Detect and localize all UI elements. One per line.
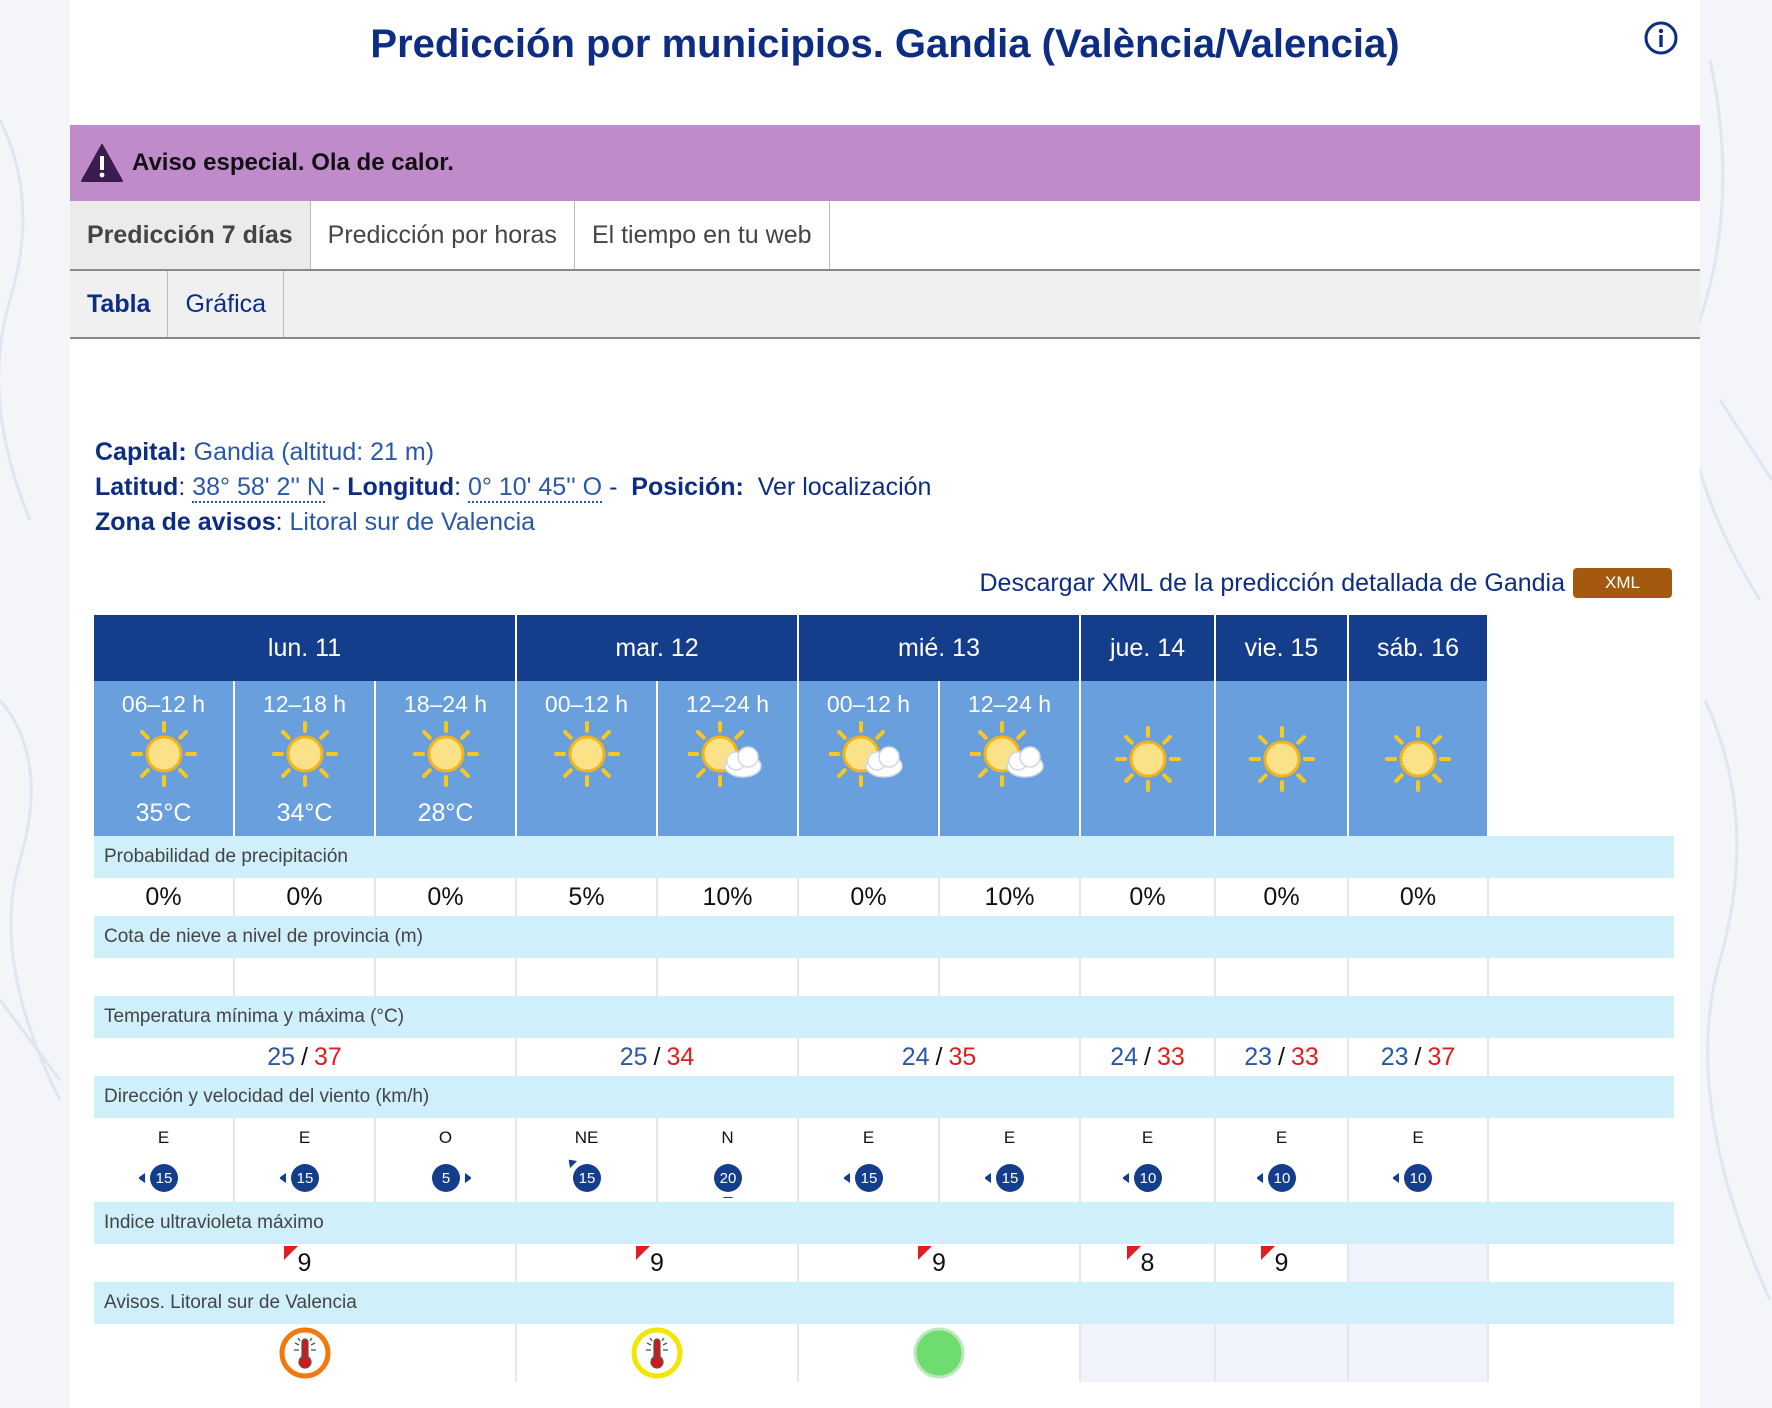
wind-speed: 15 xyxy=(296,1170,313,1187)
uv-value: 9 xyxy=(297,1248,312,1277)
period-cell xyxy=(1081,681,1216,836)
wind-label: Dirección y velocidad del viento (km/h) xyxy=(94,1076,1674,1118)
temp-max: 34 xyxy=(666,1042,695,1071)
period-cell xyxy=(658,681,799,836)
longitude-value: 0° 10' 45'' O xyxy=(468,473,603,501)
wind-speed: 10 xyxy=(1139,1170,1156,1187)
wind-arrow-icon xyxy=(562,1158,612,1198)
tab-weather-on-your-web[interactable]: El tiempo en tu web xyxy=(575,201,830,269)
day-header-2: mié. 13 xyxy=(799,615,1081,681)
temp-separator: / xyxy=(1278,1042,1285,1071)
precip-value: 10% xyxy=(658,878,799,916)
temp-label: Temperatura mínima y máxima (°C) xyxy=(94,996,1674,1038)
snow-value xyxy=(658,958,799,996)
wind-arrow-icon xyxy=(703,1158,753,1198)
period-hours: 12–24 h xyxy=(967,691,1052,717)
precip-value: 10% xyxy=(940,878,1081,916)
temp-min-max xyxy=(517,1038,799,1076)
precip-value: 0% xyxy=(235,878,376,916)
uv-row xyxy=(94,1244,1674,1282)
tab-chart[interactable]: Gráfica xyxy=(168,271,284,337)
wind-speed: 15 xyxy=(860,1170,877,1187)
location-info: Capital: Gandia (altitud: 21 m) Latitud: 38° 58' 2'' N - Longitud: 0° 10' 45'' O - Posición: Ver localización Zona de avisos: Litoral sur de Valencia xyxy=(95,438,932,536)
wind-row xyxy=(94,1118,1674,1202)
wind-direction: N xyxy=(721,1128,734,1147)
period-hours: 00–12 h xyxy=(826,691,911,717)
temp-separator: / xyxy=(653,1042,661,1071)
uv-label: Indice ultravioleta máximo xyxy=(94,1202,1674,1244)
temp-max: 37 xyxy=(313,1042,342,1071)
snow-value xyxy=(1081,958,1216,996)
precip-value: 0% xyxy=(1081,878,1216,916)
temp-min: 24 xyxy=(1110,1042,1139,1071)
tab-table[interactable]: Tabla xyxy=(70,271,168,337)
temp-min-max xyxy=(94,1038,517,1076)
view-location-link[interactable]: Ver localización xyxy=(757,473,932,501)
temp-min: 23 xyxy=(1380,1042,1409,1071)
wind-direction: E xyxy=(1275,1128,1288,1147)
sun-icon xyxy=(1108,726,1188,796)
latitude-label: Latitud xyxy=(95,473,179,501)
uv-cell xyxy=(1349,1244,1489,1282)
period-cell xyxy=(376,681,517,836)
warning-cell xyxy=(1216,1324,1349,1382)
snow-value xyxy=(376,958,517,996)
period-cell xyxy=(235,681,376,836)
latitude-value: 38° 58' 2'' N xyxy=(192,473,325,501)
xml-badge[interactable]: XML xyxy=(1573,568,1672,598)
main-tabs xyxy=(70,201,1700,271)
warnings-label: Avisos. Litoral sur de Valencia xyxy=(94,1282,1674,1324)
sun-icon xyxy=(406,721,486,791)
warning-cell xyxy=(94,1324,517,1382)
forecast-table xyxy=(94,615,1674,1382)
temp-min-max xyxy=(1349,1038,1489,1076)
period-cell xyxy=(799,681,940,836)
warning-zone-value: Litoral sur de Valencia xyxy=(289,508,536,536)
wind-arrow-icon xyxy=(421,1158,471,1198)
wind-direction: E xyxy=(1141,1128,1154,1147)
temp-separator: / xyxy=(1144,1042,1151,1071)
wind-cell xyxy=(517,1118,658,1202)
wind-arrow-icon xyxy=(1123,1158,1173,1198)
page-container xyxy=(70,0,1700,1408)
wind-speed: 5 xyxy=(441,1170,450,1187)
day-header-5: sáb. 16 xyxy=(1349,615,1489,681)
uv-cell xyxy=(517,1244,799,1282)
wind-arrow-icon xyxy=(280,1158,330,1198)
wind-arrow-icon xyxy=(844,1158,894,1198)
warning-cell xyxy=(799,1324,1081,1382)
wind-arrow-icon xyxy=(1257,1158,1307,1198)
wind-speed: 15 xyxy=(1001,1170,1018,1187)
heat-wave-alert[interactable] xyxy=(70,125,1700,201)
snow-value xyxy=(94,958,235,996)
wind-arrow-icon xyxy=(985,1158,1035,1198)
warning-yellow-icon[interactable] xyxy=(629,1325,685,1381)
temp-max: 33 xyxy=(1290,1042,1319,1071)
day-header-1: mar. 12 xyxy=(517,615,799,681)
longitude-label: Longitud xyxy=(347,473,455,501)
temp-separator: / xyxy=(935,1042,943,1071)
sun-icon xyxy=(1378,726,1458,796)
warning-cell xyxy=(1349,1324,1489,1382)
uv-value: 8 xyxy=(1140,1248,1155,1277)
warnings-row xyxy=(94,1324,1674,1382)
wind-cell xyxy=(235,1118,376,1202)
wind-speed: 20 xyxy=(719,1170,736,1187)
snow-row xyxy=(94,958,1674,996)
period-cell xyxy=(1216,681,1349,836)
page-title: Predicción por municipios. Gandia (València/Valencia) xyxy=(370,22,1400,66)
period-cell xyxy=(940,681,1081,836)
day-header-3: jue. 14 xyxy=(1081,615,1216,681)
precip-value: 0% xyxy=(94,878,235,916)
wind-cell xyxy=(799,1118,940,1202)
uv-flag-icon xyxy=(636,1246,650,1260)
wind-direction: NE xyxy=(574,1128,599,1147)
uv-flag-icon xyxy=(284,1246,298,1260)
wind-cell xyxy=(1349,1118,1489,1202)
temp-min: 24 xyxy=(901,1042,930,1071)
day-header-row xyxy=(94,615,1674,681)
alert-text: Aviso especial. Ola de calor. xyxy=(132,149,454,176)
wind-arrow-icon xyxy=(139,1158,189,1198)
temp-min-max xyxy=(799,1038,1081,1076)
temp-min: 23 xyxy=(1244,1042,1273,1071)
sun-cloud-icon xyxy=(829,721,909,791)
tab-hourly-forecast[interactable]: Predicción por horas xyxy=(311,201,575,269)
wind-cell xyxy=(658,1118,799,1202)
day-header-0: lun. 11 xyxy=(94,615,517,681)
wind-cell xyxy=(376,1118,517,1202)
snow-value xyxy=(517,958,658,996)
uv-flag-icon xyxy=(1261,1246,1275,1260)
warning-zone-label: Zona de avisos xyxy=(95,508,276,536)
uv-cell xyxy=(799,1244,1081,1282)
snow-value xyxy=(799,958,940,996)
temp-row xyxy=(94,1038,1674,1076)
period-hours: 00–12 h xyxy=(544,691,629,717)
uv-value: 9 xyxy=(1274,1248,1289,1277)
period-hours: 12–18 h xyxy=(262,691,347,717)
warning-cell xyxy=(1081,1324,1216,1382)
warning-green-icon[interactable] xyxy=(911,1325,967,1381)
temp-separator: / xyxy=(301,1042,308,1071)
wind-cell xyxy=(94,1118,235,1202)
precip-value: 0% xyxy=(376,878,517,916)
wind-direction: O xyxy=(438,1128,453,1147)
temp-max: 37 xyxy=(1427,1042,1456,1071)
snow-value xyxy=(235,958,376,996)
warning-orange-icon[interactable] xyxy=(277,1325,333,1381)
view-tabs xyxy=(70,271,1700,339)
wind-direction: E xyxy=(862,1128,875,1147)
wind-speed: 10 xyxy=(1273,1170,1290,1187)
wind-speed: 15 xyxy=(155,1170,172,1187)
wind-arrow-icon xyxy=(1393,1158,1443,1198)
uv-value: 9 xyxy=(932,1248,946,1277)
temp-min: 25 xyxy=(267,1042,296,1071)
period-temperature: 28°C xyxy=(417,799,474,827)
wind-direction: E xyxy=(298,1128,311,1147)
sun-icon xyxy=(124,721,204,791)
uv-cell xyxy=(1216,1244,1349,1282)
tab-7-day-forecast[interactable]: Predicción 7 días xyxy=(70,201,311,269)
temp-min-max xyxy=(1081,1038,1216,1076)
sun-icon xyxy=(1242,726,1322,796)
wind-cell xyxy=(1081,1118,1216,1202)
wind-direction: E xyxy=(1412,1128,1424,1147)
snow-value xyxy=(1216,958,1349,996)
sun-cloud-icon xyxy=(688,721,768,791)
position-label: Posición: xyxy=(631,473,744,501)
precip-value: 0% xyxy=(799,878,940,916)
snow-value xyxy=(940,958,1081,996)
info-icon[interactable] xyxy=(1643,20,1679,56)
temp-separator: / xyxy=(1414,1042,1422,1071)
precip-label: Probabilidad de precipitación xyxy=(94,836,1674,878)
wind-cell xyxy=(1216,1118,1349,1202)
warning-cell xyxy=(517,1324,799,1382)
sun-icon xyxy=(547,721,627,791)
precip-value: 5% xyxy=(517,878,658,916)
period-row xyxy=(94,681,1674,836)
xml-download-link[interactable]: Descargar XML de la predicción detallada de Gandia xyxy=(979,568,1566,597)
period-temperature: 34°C xyxy=(276,799,333,827)
temp-max: 33 xyxy=(1156,1042,1185,1071)
uv-cell xyxy=(1081,1244,1216,1282)
uv-flag-icon xyxy=(1127,1246,1141,1260)
period-cell xyxy=(517,681,658,836)
period-temperature: 35°C xyxy=(135,799,192,827)
temp-min: 25 xyxy=(619,1042,648,1071)
period-cell xyxy=(1349,681,1489,836)
period-hours: 18–24 h xyxy=(403,691,488,717)
wind-cell xyxy=(940,1118,1081,1202)
wind-direction: E xyxy=(1003,1128,1016,1147)
temp-min-max xyxy=(1216,1038,1349,1076)
wind-speed: 15 xyxy=(578,1170,595,1187)
temp-max: 35 xyxy=(948,1042,977,1071)
capital-value: Gandia (altitud: 21 m) xyxy=(193,438,435,466)
snow-label: Cota de nieve a nivel de provincia (m) xyxy=(94,916,1674,958)
precip-row xyxy=(94,878,1674,916)
precip-value: 0% xyxy=(1216,878,1349,916)
wind-direction: E xyxy=(157,1128,170,1147)
wind-speed: 10 xyxy=(1409,1170,1427,1187)
period-hours: 06–12 h xyxy=(121,691,206,717)
xml-download-row xyxy=(70,568,1672,598)
warning-triangle-icon xyxy=(80,143,124,183)
uv-value: 9 xyxy=(650,1248,664,1277)
sun-icon xyxy=(265,721,345,791)
precip-value: 0% xyxy=(1349,878,1489,916)
day-header-4: vie. 15 xyxy=(1216,615,1349,681)
capital-label: Capital: xyxy=(95,438,187,466)
period-hours: 12–24 h xyxy=(685,691,770,717)
snow-value xyxy=(1349,958,1489,996)
period-cell xyxy=(94,681,235,836)
sun-cloud-icon xyxy=(970,721,1050,791)
uv-flag-icon xyxy=(918,1246,932,1260)
uv-cell xyxy=(94,1244,517,1282)
